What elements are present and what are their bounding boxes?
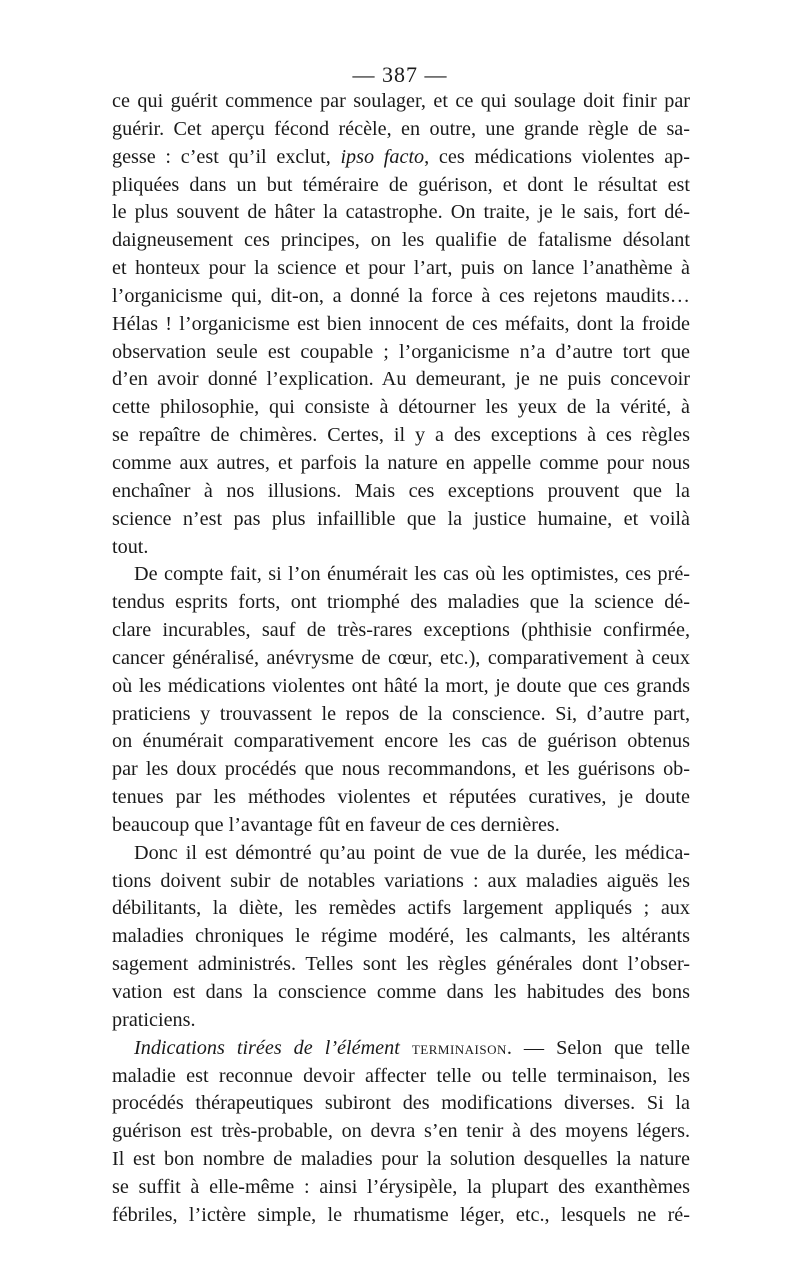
- text-line: guérir. Cet aperçu fécond récèle, en outre, une grande règle de sa-: [112, 117, 690, 140]
- small-caps-text: terminaison: [411, 1037, 507, 1058]
- paragraph: [112, 88, 690, 561]
- text-line: pliquées dans un but téméraire de guérison, et dont le résultat est: [112, 173, 690, 196]
- italic-text: Indications tirées de l’élément: [134, 1036, 400, 1059]
- text-line: débilitants, la diète, les remèdes actifs largement appliqués ; aux: [112, 897, 690, 920]
- text-line: l’organicisme qui, dit-on, a donné la force à ces rejetons maudits…: [112, 284, 690, 307]
- text-line: Indications tirées de l’élément terminaison. — Selon que telle: [134, 1036, 690, 1059]
- text-line: où les médications violentes ont hâté la mort, je doute que ces grands: [112, 674, 690, 697]
- text-line: se repaître de chimères. Certes, il y a des exceptions à ces règles: [112, 424, 690, 447]
- text-line: tout.: [112, 535, 149, 558]
- text-line: tenues par les méthodes violentes et réputées curatives, je doute: [112, 786, 690, 809]
- text-line: procédés thérapeutiques subiront des modifications diverses. Si la: [112, 1092, 690, 1115]
- text-line: clare incurables, sauf de très-rares exceptions (phthisie confirmée,: [112, 619, 690, 642]
- text-line: gesse : c’est qu’il exclut, ipso facto, ces médications violentes ap-: [112, 145, 690, 168]
- text-line: cette philosophie, qui consiste à détourner les yeux de la vérité, à: [112, 396, 690, 419]
- text-line: cancer généralisé, anévrysme de cœur, etc.), comparativement à ceux: [112, 646, 690, 669]
- text-line: ce qui guérit commence par soulager, et ce qui soulage doit finir par: [112, 90, 690, 112]
- text-line: le plus souvent de hâter la catastrophe. On traite, je le sais, fort dé-: [112, 201, 690, 224]
- text-line: par les doux procédés que nous recommandons, et les guérisons ob-: [112, 758, 690, 781]
- text-line: praticiens.: [112, 1008, 196, 1031]
- text-line: on énumérait comparativement encore les cas de guérison obtenus: [112, 730, 690, 753]
- text-line: guérison est très-probable, on devra s’en tenir à des moyens légers.: [112, 1120, 690, 1143]
- text-line: sagement administrés. Telles sont les règles générales dont l’obser-: [112, 953, 690, 976]
- text-line: daigneusement ces principes, on les qualifie de fatalisme désolant: [112, 229, 690, 252]
- text-line: comme aux autres, et parfois la nature en appelle comme pour nous: [112, 451, 690, 474]
- text-line: tendus esprits forts, ont triomphé des maladies que la science dé-: [112, 591, 690, 614]
- text-line: maladie est reconnue devoir affecter telle ou telle terminaison, les: [112, 1064, 690, 1087]
- text-line: vation est dans la conscience comme dans les habitudes des bons: [112, 981, 690, 1003]
- text-line: et honteux pour la science et pour l’art, puis on lance l’anathème à: [112, 257, 690, 280]
- text-line: science n’est pas plus infaillible que la justice humaine, et voilà: [112, 507, 690, 530]
- text-line: fébriles, l’ictère simple, le rhumatisme léger, etc., lesquels ne ré-: [112, 1203, 690, 1226]
- text-line: enchaîner à nos illusions. Mais ces exceptions prouvent que la: [112, 479, 690, 502]
- text-line: De compte fait, si l’on énumérait les cas où les optimistes, ces pré-: [134, 563, 690, 586]
- paragraph: [112, 561, 690, 839]
- text-line: d’en avoir donné l’explication. Au demeurant, je ne puis concevoir: [112, 368, 690, 391]
- text-line: se suffit à elle-même : ainsi l’érysipèle, la plupart des exanthèmes: [112, 1175, 690, 1198]
- italic-text: ipso facto: [340, 145, 425, 168]
- page-number: — 387 —: [352, 62, 448, 87]
- text-line: Hélas ! l’organicisme est bien innocent de ces méfaits, dont la froide: [112, 312, 690, 335]
- body-text: [112, 88, 690, 1230]
- text-line: Il est bon nombre de maladies pour la solution desquelles la nature: [112, 1148, 690, 1171]
- text-line: praticiens y trouvassent le repos de la conscience. Si, d’autre part,: [112, 702, 690, 725]
- text-line: Donc il est démontré qu’au point de vue de la durée, les médica-: [134, 841, 690, 864]
- paragraph: [112, 840, 690, 1035]
- text-line: maladies chroniques le régime modéré, les calmants, les altérants: [112, 925, 690, 948]
- paragraph: [112, 1035, 690, 1230]
- text-line: tions doivent subir de notables variations : aux maladies aiguës les: [112, 869, 690, 892]
- text-line: observation seule est coupable ; l’organicisme n’a d’autre tort que: [112, 340, 690, 363]
- text-line: beaucoup que l’avantage fût en faveur de ces dernières.: [112, 813, 560, 836]
